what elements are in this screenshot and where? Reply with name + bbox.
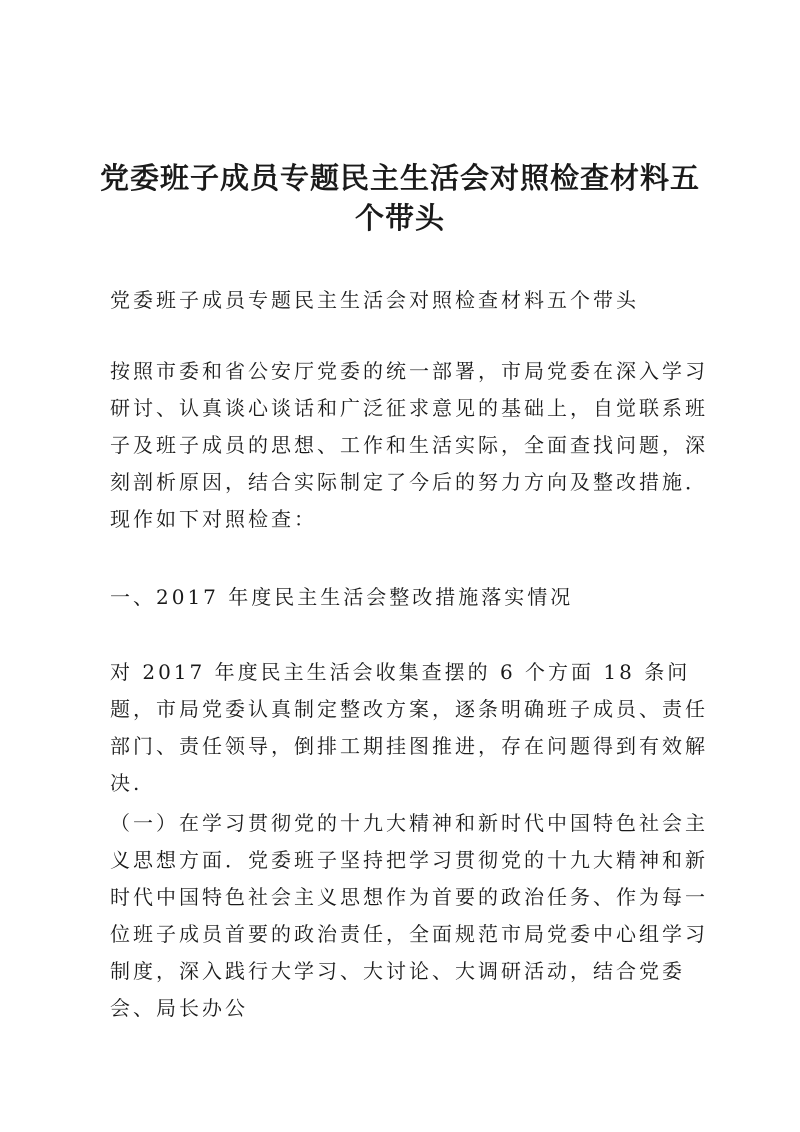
title-line-1: 党委班子成员专题民主生活会对照检查材料五: [99, 161, 700, 195]
document-subtitle: 党委班子成员专题民主生活会对照检查材料五个带头: [110, 288, 639, 312]
paragraph-intro: 按照市委和省公安厅党委的统一部署，市局党委在深入学习研讨、认真谈心谈话和广泛征求意见的基础上，自觉联系班子及班子成员的思想、工作和生活实际，全面查找问题，深刻剖析原因，结合实际制定了今后的努力方向及整改措施．现作如下对照检查：: [110, 359, 708, 531]
title-line-2: 个带头: [354, 201, 445, 235]
paragraph-rectification-summary: 对 2017 年度民主生活会收集查摆的 6 个方面 18 条问题，市局党委认真制定整改方案，逐条明确班子成员、责任部门、责任领导，倒排工期挂图推进，存在问题得到有效解决.: [110, 660, 708, 795]
paragraph-study-section: （一）在学习贯彻党的十九大精神和新时代中国特色社会主义思想方面．党委班子坚持把学习贯彻党的十九大精神和新时代中国特色社会主义思想作为首要的政治任务、作为每一位班子成员首要的政治责任，全面规范市局党委中心组学习制度，深入践行大学习、大讨论、大调研活动，结合党委会、局长办公: [110, 811, 708, 1020]
section-heading-1: 一、2017 年度民主生活会整改措施落实情况: [110, 585, 574, 609]
document-title: [90, 158, 710, 238]
